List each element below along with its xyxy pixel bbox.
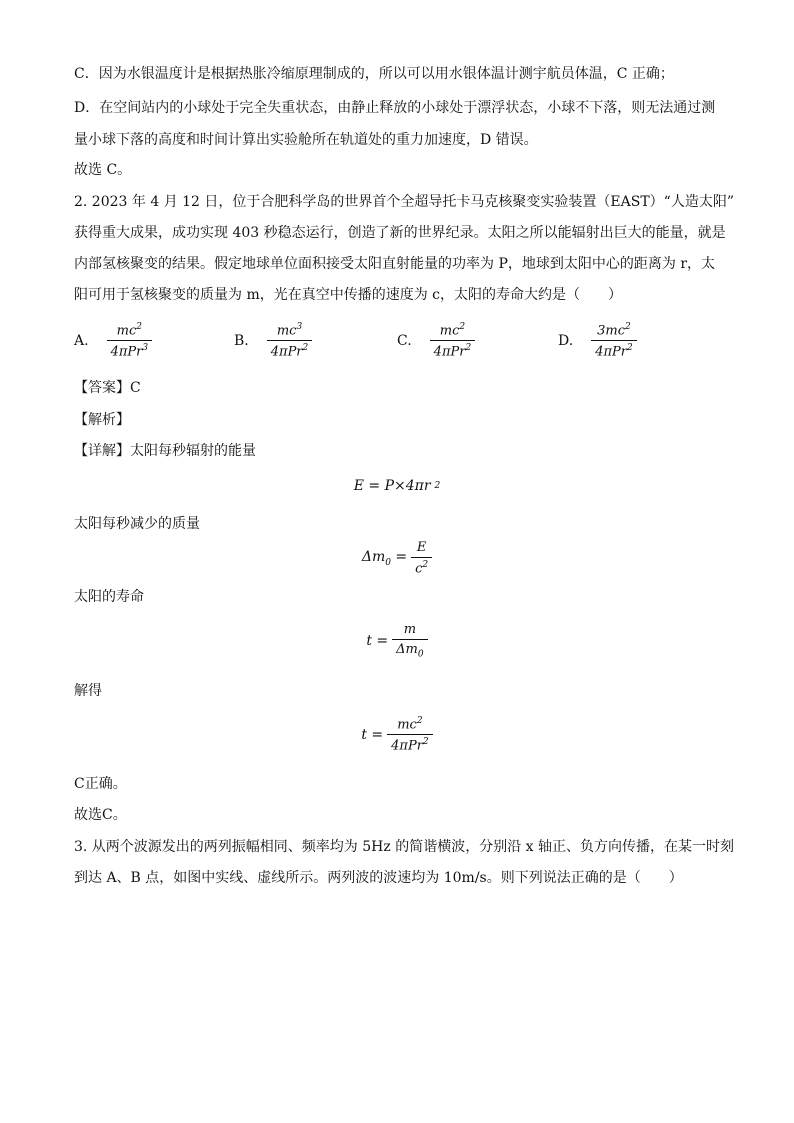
question-2-line1: 2. 2023 年 4 月 12 日，位于合肥科学岛的世界首个全超导托卡马克核聚变实验装置（EAST）“人造太阳” [74, 194, 734, 210]
question-2-line4: 阳可用于氢核聚变的质量为 m，光在真空中传播的速度为 c，太阳的寿命大约是（ ） [74, 287, 623, 303]
analysis-label: 【解析】 [74, 412, 130, 428]
lifetime-text: 太阳的寿命 [74, 589, 144, 605]
option-a-fraction: $\frac{mc^2}{4\pi Pr^3}$ [107, 322, 153, 360]
choice-conclusion-q2: 故选C。 [74, 807, 127, 823]
choice-conclusion-q1: 故选 C。 [74, 162, 132, 178]
question-3-line2: 到达 A、B 点，如图中实线、虚线所示。两列波的波速均为 10m/s。则下列说法正确的是（ ） [74, 870, 683, 886]
option-b-label: B. [234, 332, 249, 349]
answer-label: 【答案】C [74, 380, 141, 396]
question-2-line3: 内部氢核聚变的结果。假定地球单位面积接受太阳直射能量的功率为 P，地球到太阳中心的距离为 r，太 [74, 256, 716, 272]
option-d-explanation-line1: D．在空间站内的小球处于完全失重状态，由静止释放的小球处于漂浮状态，小球不下落，则无法通过测 [74, 100, 716, 116]
option-c-label: C. [397, 332, 412, 349]
option-a [74, 322, 152, 360]
option-d [558, 322, 637, 360]
option-b-fraction: $\frac{mc^3}{4\pi Pr^2}$ [267, 322, 313, 360]
detail-line: 【详解】太阳每秒辐射的能量 [74, 443, 256, 459]
option-c-explanation: C．因为水银温度计是根据热胀冷缩原理制成的，所以可以用水银体温计测宇航员体温，C 正确； [74, 66, 674, 82]
equation-energy: E = P×4πr 2 [353, 478, 441, 494]
equation-lifetime: t = $\frac{m}{\Delta m_0}$ [0, 622, 794, 660]
question-2-line2: 获得重大成果，成功实现 403 秒稳态运行，创造了新的世界纪录。太阳之所以能辐射出巨大的能量，就是 [74, 225, 726, 241]
option-c [397, 322, 475, 360]
option-d-explanation-line2: 量小球下落的高度和时间计算出实验舱所在轨道处的重力加速度，D 错误。 [74, 132, 538, 148]
mass-loss-text: 太阳每秒减少的质量 [74, 516, 200, 532]
option-d-label: D. [558, 332, 574, 349]
option-d-fraction: $\frac{3mc^2}{4\pi Pr^2}$ [591, 322, 637, 360]
equation-result: t = $\frac{mc^2}{4\pi Pr^2}$ [0, 716, 794, 754]
solve-text: 解得 [74, 683, 102, 699]
option-c-fraction: $\frac{mc^2}{4\pi Pr^2}$ [430, 322, 476, 360]
correct-conclusion: C正确。 [74, 776, 127, 792]
question-3-line1: 3. 从两个波源发出的两列振幅相同、频率均为 5Hz 的简谐横波，分别沿 x 轴正、负方向传播，在某一时刻 [74, 839, 734, 855]
equation-mass-loss: $\Delta m_0$ = $\frac{E}{c^2}$ [0, 540, 794, 576]
option-b [234, 322, 312, 360]
option-a-label: A. [74, 332, 89, 349]
